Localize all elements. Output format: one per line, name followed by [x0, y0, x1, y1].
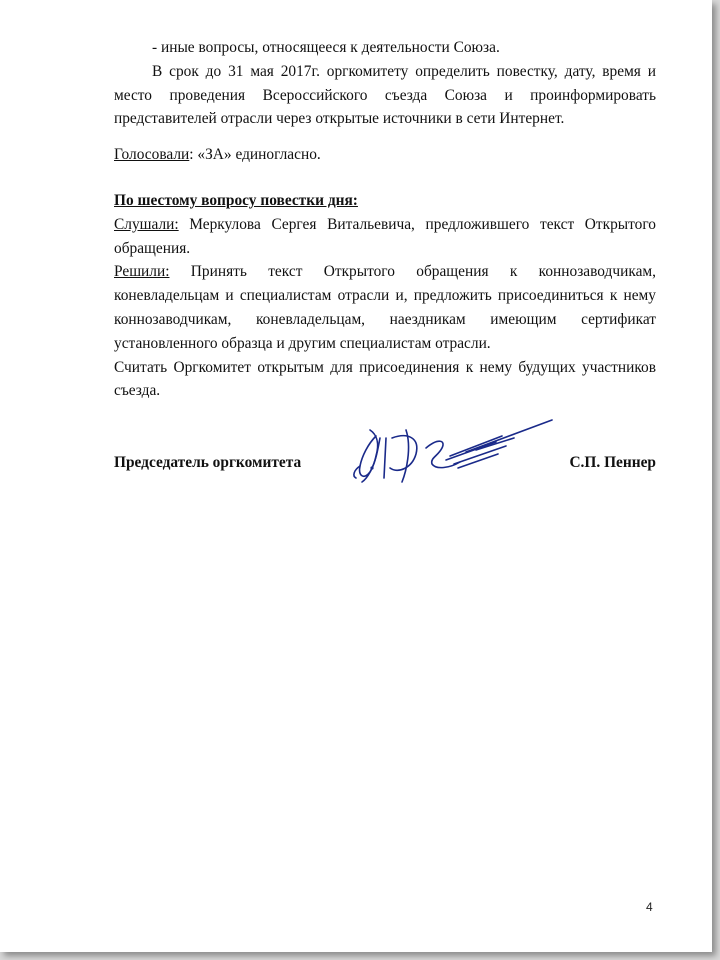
signature-block: [114, 454, 656, 480]
paragraph-deadline: В срок до 31 мая 2017г. оргкомитету определить повестку, дату, время и место проведения Всероссийского съезда Союза и проинформировать представителей отрасли через открытые источники в сети Интернет.: [114, 62, 656, 128]
heard-text: Меркулова Сергея Витальевича, предложившего текст Открытого обращения.: [114, 215, 656, 257]
heard-paragraph: [114, 213, 656, 261]
vote-label: Голосовали: [114, 146, 190, 164]
page-number: 4: [646, 900, 653, 914]
signature-title: Председатель оргкомитета: [114, 454, 302, 471]
heard-label: Слушали:: [114, 215, 179, 233]
question-six-heading: По шестому вопросу повестки дня:: [114, 191, 358, 209]
signatory-name: С.П. Пеннер: [569, 454, 656, 471]
decided-text: Принять текст Открытого обращения к коннозаводчикам, коневладельцам и специалистам отрасли и, предложить присоединиться к нему коннозаводчикам, коневладельцам, наездникам имеющим сертификат установленного образца и другим специалистам отрасли.: [114, 263, 656, 352]
decided-label: Решили:: [114, 263, 170, 281]
document-body: [114, 36, 656, 403]
paragraph-organizing-committee-open: Считать Оргкомитет открытым для присоединения к нему будущих участников съезда.: [114, 358, 656, 400]
vote-line: [114, 143, 656, 167]
paragraph-other-questions: - иные вопросы, относящееся к деятельности Союза.: [152, 39, 500, 56]
vote-text: : «ЗА» единогласно.: [189, 146, 321, 164]
decided-paragraph: [114, 260, 656, 355]
